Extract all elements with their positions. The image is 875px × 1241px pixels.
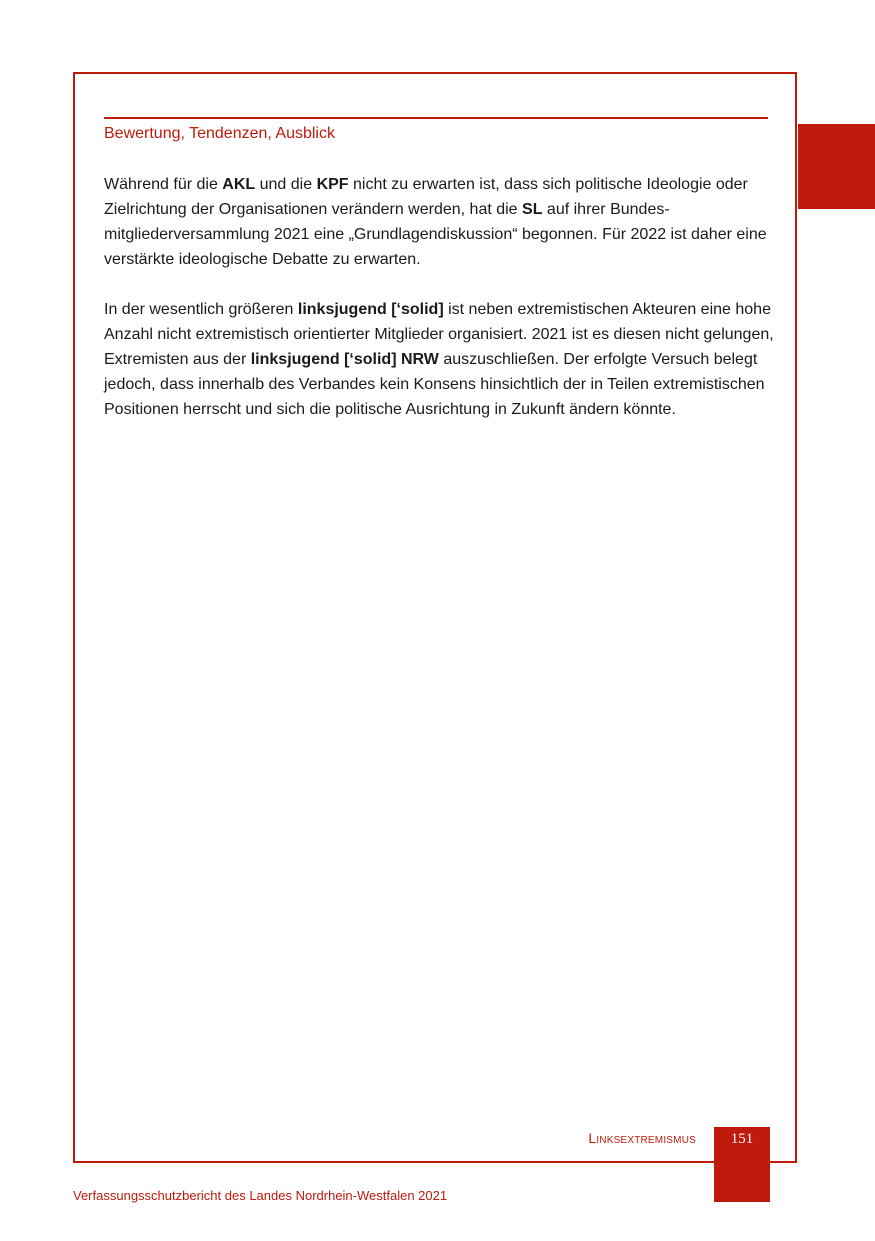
chapter-label: Linksextremismus bbox=[588, 1130, 696, 1146]
text-run: In der wesentlich größeren bbox=[104, 301, 298, 318]
paragraph-assessment bbox=[104, 172, 774, 272]
bold-term-linksjugend-nrw: linksjugend [‘solid] NRW bbox=[250, 351, 439, 368]
text-run: ist neben extremistischen Akteuren eine hohe Anzahl nicht extremistisch orientierter Mitglieder organisiert. 2021 ist es diesen nicht gelungen, Extremisten aus der bbox=[104, 301, 774, 368]
page-number: 151 bbox=[730, 1131, 754, 1147]
bold-term-kpf: KPF bbox=[316, 176, 349, 193]
text-run: auf ihrer Bundesmitgliederversammlung 2021 eine „Grundlagendiskussion“ begonnen. Für 2022 ist daher eine verstärkte ideologische Debatte zu erwarten. bbox=[104, 201, 767, 268]
bold-term-linksjugend: linksjugend [‘solid] bbox=[297, 301, 444, 318]
text-run: Während für die bbox=[104, 176, 223, 193]
text-run: und die bbox=[255, 176, 317, 193]
paragraph-linksjugend bbox=[104, 297, 774, 422]
bold-term-akl: AKL bbox=[222, 176, 256, 193]
text-run: auszuschließen. Der erfolgte Versuch belegt jedoch, dass innerhalb des Verbandes kein Konsens hinsichtlich der in Teilen extremistischen Positionen herrscht und sich die politische Ausrichtung in Zukunft ändern könnte. bbox=[104, 351, 765, 418]
bold-term-sl: SL bbox=[522, 201, 543, 218]
section-heading: Bewertung, Tendenzen, Ausblick bbox=[104, 125, 335, 142]
chapter-side-tab bbox=[798, 124, 875, 209]
page-number-box bbox=[714, 1127, 770, 1202]
section-rule bbox=[104, 117, 768, 119]
report-caption: Verfassungsschutzbericht des Landes Nordrhein-Westfalen 2021 bbox=[73, 1188, 448, 1203]
text-run: nicht zu erwarten ist, dass sich politische Ideologie oder Zielrichtung der Organisationen verändern werden, hat die bbox=[104, 176, 748, 218]
